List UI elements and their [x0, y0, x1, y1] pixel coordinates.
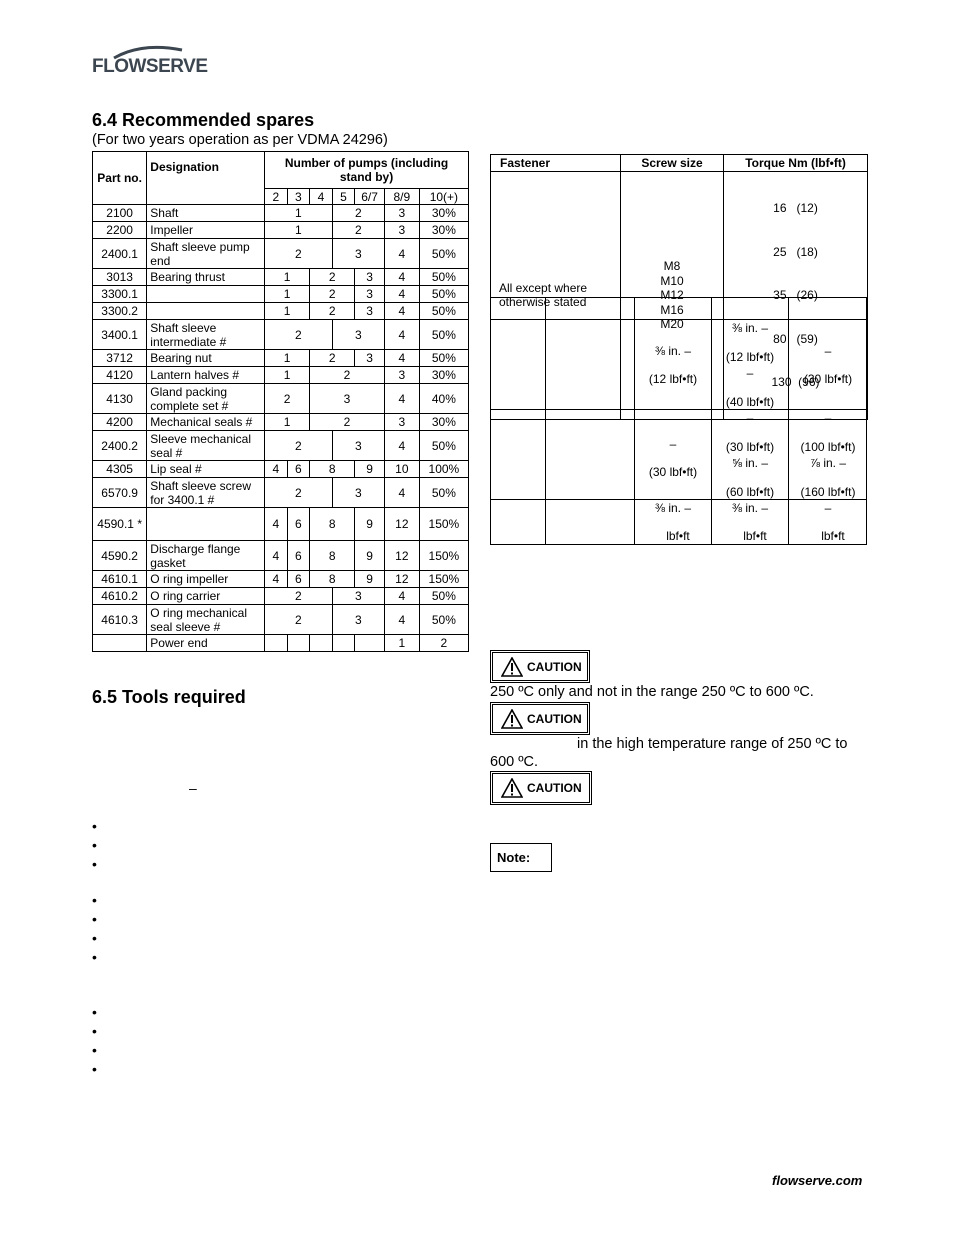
table-row: [93, 605, 469, 635]
part-no: 4590.1 *: [93, 508, 147, 541]
torque-value: 25 (18): [773, 244, 818, 259]
note-box: Note:: [490, 843, 552, 872]
cell-text: (160 lbf•ft): [800, 485, 856, 499]
screw-size: M12: [660, 288, 684, 302]
spare-count: 30%: [419, 205, 468, 222]
spare-count: 2: [419, 635, 468, 652]
cell-text: (12 lbf•ft): [648, 372, 698, 386]
designation: Bearing thrust: [147, 269, 265, 286]
designation: [147, 286, 265, 303]
cell-text: lbf•ft: [821, 529, 845, 543]
spare-count: 2: [310, 350, 355, 367]
empty-cell: [355, 635, 385, 652]
list-item: •: [92, 1004, 97, 1020]
spare-count: 1: [265, 303, 310, 320]
pump-count-header: 6/7: [355, 189, 385, 205]
caution-label: CAUTION: [527, 711, 582, 726]
torque-value: 130 (96): [771, 375, 820, 389]
header-screw-size: Screw size: [621, 155, 724, 172]
caution-box: [490, 771, 592, 805]
table-row: [93, 269, 469, 286]
spare-count: 1: [265, 269, 310, 286]
header-fastener: Fastener: [491, 155, 621, 172]
spare-count: 8: [310, 461, 355, 478]
spare-count: 2: [265, 431, 333, 461]
table-row: [93, 303, 469, 320]
spare-count: 6: [287, 541, 310, 571]
table-row: [93, 239, 469, 269]
spare-count: 40%: [419, 384, 468, 414]
designation: Shaft: [147, 205, 265, 222]
spare-count: 6: [287, 508, 310, 541]
table-row: [93, 205, 469, 222]
part-no: 4610.1: [93, 571, 147, 588]
table-row: [93, 541, 469, 571]
spare-count: 2: [265, 384, 310, 414]
screw-size: M10: [660, 273, 684, 288]
cell-text: ⅜ in. –: [654, 501, 692, 515]
spare-count: 4: [384, 303, 419, 320]
spare-count: 4: [384, 384, 419, 414]
part-no: 3400.1: [93, 320, 147, 350]
designation: Bearing nut: [147, 350, 265, 367]
spare-count: 6: [287, 571, 310, 588]
designation: Impeller: [147, 222, 265, 239]
spare-count: 50%: [419, 239, 468, 269]
fastener-description: All except where otherwise stated: [491, 172, 621, 420]
tools-dash: –: [189, 780, 197, 796]
spare-count: 30%: [419, 222, 468, 239]
torque-grid-table: [490, 297, 867, 545]
pump-count-header: 8/9: [384, 189, 419, 205]
spare-count: 9: [355, 541, 385, 571]
spare-count: 9: [355, 571, 385, 588]
spare-count: 4: [384, 286, 419, 303]
spare-count: 3: [355, 303, 385, 320]
torque-value: 16 (12): [773, 201, 818, 215]
spare-count: 50%: [419, 350, 468, 367]
pump-count-header: 2: [265, 189, 288, 205]
part-no: 3013: [93, 269, 147, 286]
pump-count-header: 4: [310, 189, 333, 205]
spare-count: 50%: [419, 286, 468, 303]
part-no: 2400.2: [93, 431, 147, 461]
table-row: [93, 478, 469, 508]
spare-count: 2: [265, 588, 333, 605]
spare-count: 4: [265, 461, 288, 478]
spare-count: 3: [384, 222, 419, 239]
part-no: 2200: [93, 222, 147, 239]
list-item: •: [92, 856, 97, 872]
empty-cell: [310, 635, 333, 652]
torque-value: 35 (26): [773, 288, 818, 302]
spare-count: 2: [310, 414, 385, 431]
spare-count: 3: [332, 478, 384, 508]
caution-text-2a: in the high temperature range of 250 ºC to: [577, 736, 848, 752]
spare-count: 3: [310, 384, 385, 414]
pump-count-header: 5: [332, 189, 355, 205]
logo-text: FLOWSERVE: [92, 56, 208, 77]
spare-count: 6: [287, 461, 310, 478]
list-item: •: [92, 1061, 97, 1077]
spare-count: 2: [332, 222, 384, 239]
empty-cell: [332, 635, 355, 652]
list-item: •: [92, 949, 97, 965]
spare-count: 150%: [419, 541, 468, 571]
part-no: 4130: [93, 384, 147, 414]
spare-count: 100%: [419, 461, 468, 478]
table-row: [93, 286, 469, 303]
spare-count: 1: [384, 635, 419, 652]
spare-count: 50%: [419, 605, 468, 635]
spare-count: 2: [265, 478, 333, 508]
cell-text: ⅝ in. –: [731, 456, 769, 470]
spare-count: 1: [265, 350, 310, 367]
warning-triangle-icon: [501, 709, 523, 729]
warning-triangle-icon: [501, 778, 523, 798]
designation: Mechanical seals #: [147, 414, 265, 431]
torque-value: 80 (59): [773, 331, 818, 346]
caution-text-2b: 600 ºC.: [490, 754, 539, 770]
section-6-4-title: 6.4 Recommended spares: [92, 110, 315, 130]
table-row: [93, 414, 469, 431]
cell-text: lbf•ft: [743, 529, 767, 543]
list-item: •: [92, 818, 97, 834]
caution-text-1: 250 ºC only and not in the range 250 ºC to 600 ºC.: [490, 684, 814, 700]
cell-text: –: [824, 344, 832, 358]
header-torque: Torque Nm (lbf•ft): [724, 155, 868, 172]
cell-text: (100 lbf•ft): [800, 440, 856, 454]
spare-count: 50%: [419, 588, 468, 605]
designation: Gland packing complete set #: [147, 384, 265, 414]
spare-count: 50%: [419, 303, 468, 320]
spare-count: 3: [384, 367, 419, 384]
spare-count: 1: [265, 367, 310, 384]
flowserve-logo: [92, 44, 208, 84]
part-no: 4120: [93, 367, 147, 384]
designation: O ring impeller: [147, 571, 265, 588]
spare-count: 2: [310, 269, 355, 286]
spare-count: 4: [384, 350, 419, 367]
spare-count: 50%: [419, 478, 468, 508]
spare-count: 8: [310, 571, 355, 588]
caution-box: [490, 650, 590, 683]
spare-count: 4: [384, 605, 419, 635]
cell-text: –: [824, 501, 832, 515]
designation: Power end: [147, 635, 265, 652]
spare-count: 3: [332, 239, 384, 269]
screw-size: M8: [663, 259, 681, 273]
spare-count: 3: [355, 269, 385, 286]
cell-text: ⅜ in. –: [731, 321, 769, 335]
cell-text: –: [746, 411, 754, 425]
cell-text: (40 lbf•ft): [725, 395, 775, 409]
cell-text: (30 lbf•ft): [648, 465, 698, 479]
part-no: 3300.2: [93, 303, 147, 320]
spare-count: 3: [332, 588, 384, 605]
table-row: [93, 571, 469, 588]
list-item: •: [92, 1023, 97, 1039]
table-row: [93, 588, 469, 605]
caution-label: CAUTION: [527, 781, 582, 795]
spare-count: 2: [310, 303, 355, 320]
caution-label: CAUTION: [527, 659, 582, 674]
spare-count: 8: [310, 541, 355, 571]
spare-count: 50%: [419, 320, 468, 350]
table-row: [93, 508, 469, 541]
spare-count: 4: [265, 508, 288, 541]
spare-count: 1: [265, 286, 310, 303]
header-part-no: Part no.: [93, 152, 147, 205]
warning-triangle-icon: [501, 657, 523, 677]
spare-count: 1: [265, 222, 333, 239]
table-row: [93, 384, 469, 414]
part-no: 6570.9: [93, 478, 147, 508]
list-item: •: [92, 1042, 97, 1058]
spare-count: 4: [384, 478, 419, 508]
designation: Shaft sleeve pump end: [147, 239, 265, 269]
spare-count: 4: [384, 588, 419, 605]
header-number-of-pumps: Number of pumps (including stand by): [265, 152, 469, 189]
spare-count: 3: [332, 605, 384, 635]
list-item: •: [92, 892, 97, 908]
table-row: [93, 431, 469, 461]
cell-text: (12 lbf•ft): [725, 350, 775, 364]
spare-count: 30%: [419, 414, 468, 431]
spare-count: 3: [355, 286, 385, 303]
spare-count: 8: [310, 508, 355, 541]
table-row: [93, 461, 469, 478]
designation: [147, 508, 265, 541]
spare-count: 12: [384, 541, 419, 571]
spare-count: 3: [355, 350, 385, 367]
cell-text: ⅞ in. –: [809, 456, 847, 470]
cell-text: (30 lbf•ft): [803, 372, 853, 386]
header-designation: Designation: [147, 152, 265, 205]
list-item: •: [92, 837, 97, 853]
pump-count-header: 10(+): [419, 189, 468, 205]
designation: Lantern halves #: [147, 367, 265, 384]
part-no: 2100: [93, 205, 147, 222]
designation: O ring carrier: [147, 588, 265, 605]
spare-count: 2: [310, 286, 355, 303]
designation: Lip seal #: [147, 461, 265, 478]
part-no: [93, 635, 147, 652]
spare-count: 2: [265, 239, 333, 269]
spare-count: 4: [384, 320, 419, 350]
spare-count: 150%: [419, 508, 468, 541]
cell-text: ⅜ in. –: [654, 344, 692, 358]
cell-text: lbf•ft: [666, 529, 690, 543]
spare-count: 30%: [419, 367, 468, 384]
part-no: 4305: [93, 461, 147, 478]
part-no: 4590.2: [93, 541, 147, 571]
spare-count: 4: [265, 571, 288, 588]
caution-box: [490, 702, 590, 735]
designation: O ring mechanical seal sleeve #: [147, 605, 265, 635]
spare-count: 4: [384, 239, 419, 269]
designation: Shaft sleeve screw for 3400.1 #: [147, 478, 265, 508]
cell-text: –: [746, 366, 754, 380]
screw-size: M20: [660, 317, 684, 331]
empty-cell: [287, 635, 310, 652]
spare-count: 50%: [419, 269, 468, 286]
part-no: 4200: [93, 414, 147, 431]
cell-text: (60 lbf•ft): [725, 485, 775, 499]
spare-count: 2: [332, 205, 384, 222]
list-item: •: [92, 911, 97, 927]
table-row: [93, 350, 469, 367]
part-no: 2400.1: [93, 239, 147, 269]
part-no: 4610.2: [93, 588, 147, 605]
table-row: [93, 367, 469, 384]
spare-count: 3: [332, 431, 384, 461]
spare-count: 9: [355, 461, 385, 478]
spare-count: 150%: [419, 571, 468, 588]
part-no: 3712: [93, 350, 147, 367]
spare-count: 2: [265, 320, 333, 350]
designation: Sleeve mechanical seal #: [147, 431, 265, 461]
list-item: •: [92, 930, 97, 946]
spare-count: 9: [355, 508, 385, 541]
pump-count-header: 3: [287, 189, 310, 205]
cell-text: –: [669, 437, 677, 451]
table-row: [93, 635, 469, 652]
part-no: 4610.3: [93, 605, 147, 635]
spare-count: 4: [384, 269, 419, 286]
cell-text: ⅜ in. –: [731, 501, 769, 515]
spare-count: 12: [384, 508, 419, 541]
section-6-5-title: 6.5 Tools required: [92, 687, 246, 707]
spare-count: 4: [384, 431, 419, 461]
spare-count: 12: [384, 571, 419, 588]
spare-count: 1: [265, 414, 310, 431]
designation: Discharge flange gasket: [147, 541, 265, 571]
spare-count: 3: [384, 414, 419, 431]
designation: Shaft sleeve intermediate #: [147, 320, 265, 350]
spare-count: 10: [384, 461, 419, 478]
spare-count: 2: [310, 367, 385, 384]
section-6-4-subtitle: (For two years operation as per VDMA 24296): [92, 132, 388, 148]
spare-count: 50%: [419, 431, 468, 461]
spare-count: 3: [332, 320, 384, 350]
table-row: [93, 320, 469, 350]
cell-text: –: [824, 411, 832, 425]
table-row: [93, 222, 469, 239]
footer-url: flowserve.com: [772, 1173, 863, 1188]
screw-size: M16: [660, 302, 684, 317]
spares-table: [92, 151, 469, 652]
spare-count: 1: [265, 205, 333, 222]
spare-count: 2: [265, 605, 333, 635]
part-no: 3300.1: [93, 286, 147, 303]
designation: [147, 303, 265, 320]
cell-text: (30 lbf•ft): [725, 440, 775, 454]
empty-cell: [265, 635, 288, 652]
spare-count: 4: [265, 541, 288, 571]
spare-count: 3: [384, 205, 419, 222]
